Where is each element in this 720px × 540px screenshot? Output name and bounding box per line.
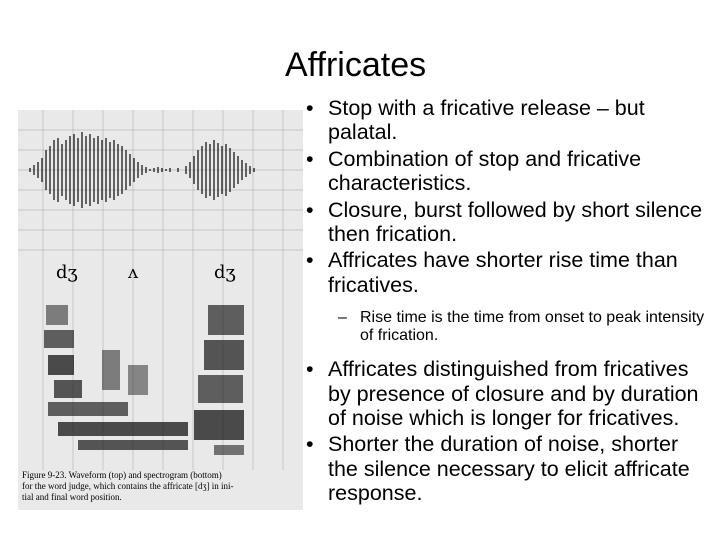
figure-caption-line: for the word judge, which contains the affricate [dʒ] in ini- <box>22 481 234 491</box>
figure-caption-line: Figure 9-23. Waveform (top) and spectrogram (bottom) <box>22 470 222 480</box>
spectrogram-figure <box>18 110 303 510</box>
waveform-spectrogram-image <box>18 110 303 510</box>
sub-bullet-text: Rise time is the time from onset to peak intensity of frication. <box>360 309 705 345</box>
figure-caption-line: tial and final word position. <box>22 492 122 502</box>
bullet-item <box>300 96 710 145</box>
slide-title: Affricates <box>285 46 427 84</box>
bullet-text: Shorter the duration of noise, shorter the silence necessary to elicit affricate response. <box>328 432 690 506</box>
bullet-item <box>300 147 710 196</box>
bullet-text: Stop with a fricative release – but palatal. <box>328 96 645 145</box>
bullet-icon: • <box>306 432 314 457</box>
sub-bullet-item <box>300 309 710 345</box>
bullet-text: Affricates have shorter rise time than fricatives. <box>328 248 678 297</box>
dash-icon: – <box>338 309 347 327</box>
bullet-list <box>300 96 710 508</box>
bullet-icon: • <box>306 197 314 222</box>
bullet-item <box>300 432 710 505</box>
bullet-icon: • <box>306 248 314 273</box>
bullet-text: Closure, burst followed by short silence then frication. <box>328 197 703 247</box>
bullet-icon: • <box>306 357 314 382</box>
bullet-item <box>300 357 710 430</box>
bullet-item <box>300 248 710 297</box>
bullet-text: Combination of stop and fricative characteristics. <box>328 146 642 196</box>
bullet-icon: • <box>306 146 314 171</box>
bullet-text: Affricates distinguished from fricatives by presence of closure and by duration of noise which is longer for fricatives. <box>328 357 699 431</box>
bullet-item <box>300 198 710 247</box>
bullet-icon: • <box>306 96 314 120</box>
phoneme-label: ʌ <box>128 262 139 283</box>
phoneme-label: dʒ <box>214 262 236 283</box>
phoneme-label: dʒ <box>56 262 78 283</box>
